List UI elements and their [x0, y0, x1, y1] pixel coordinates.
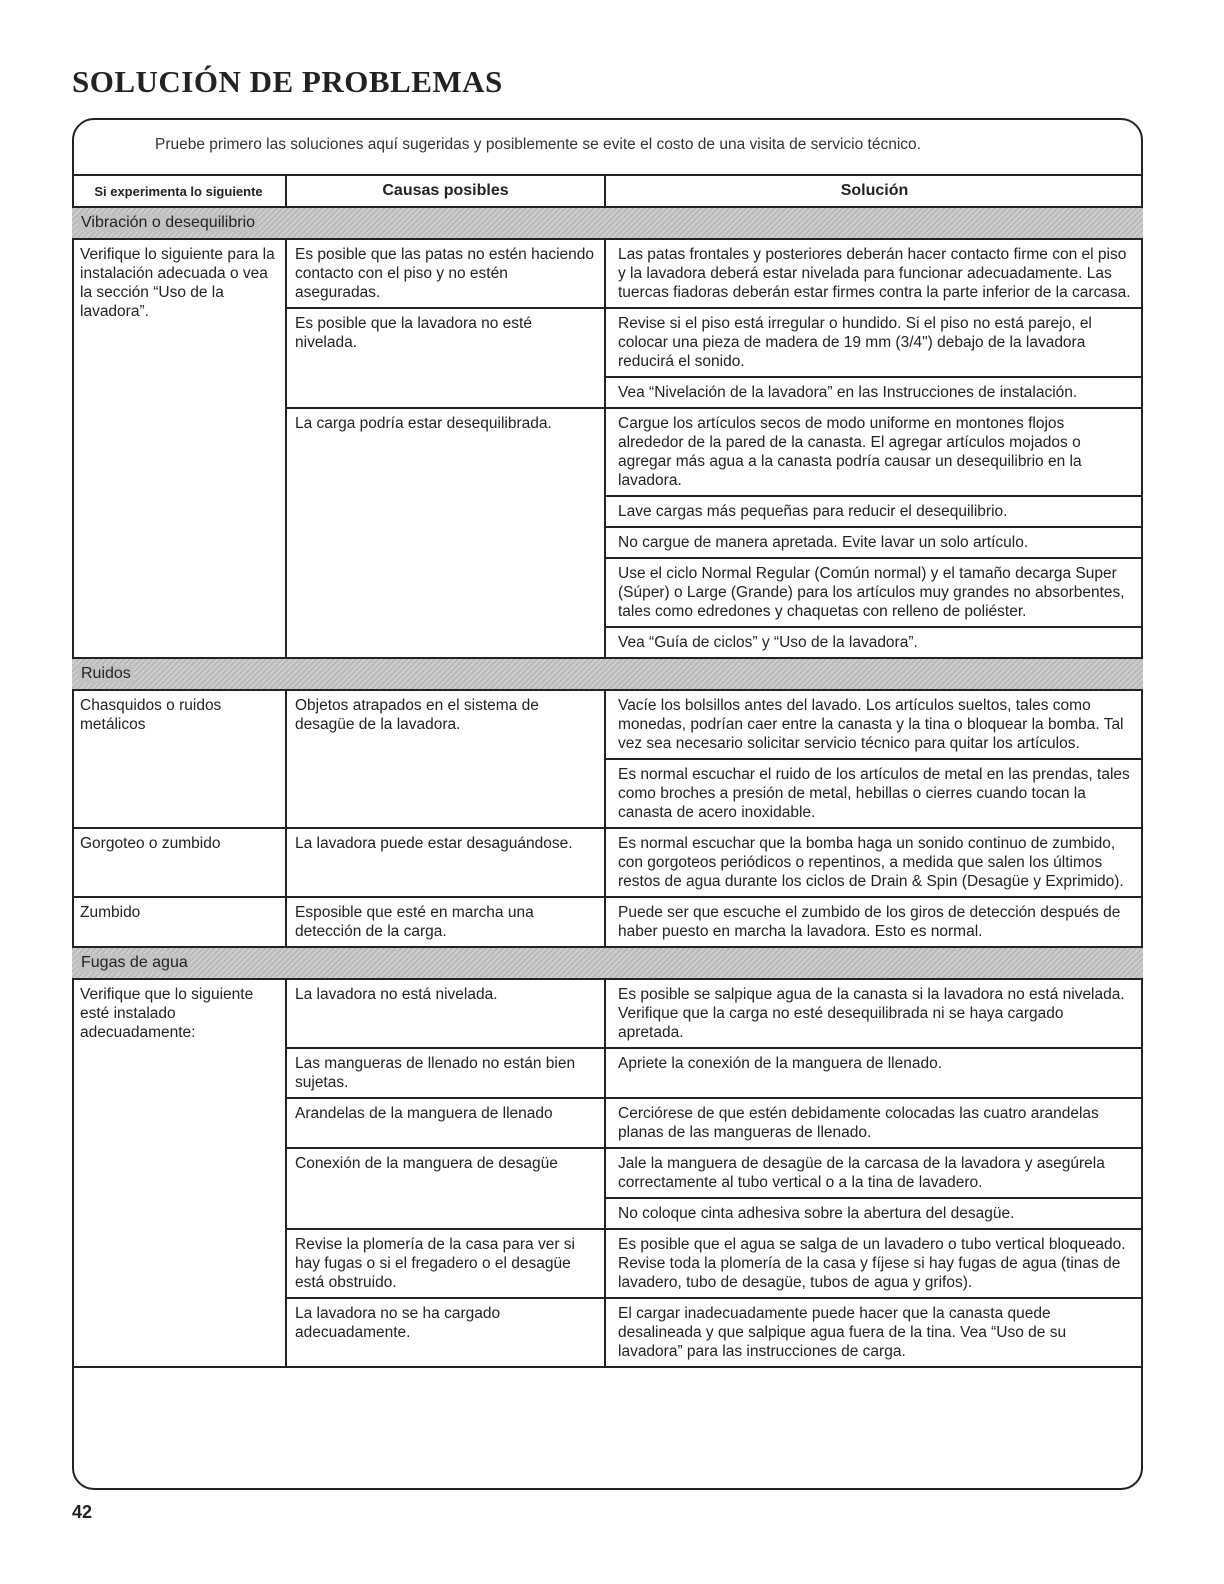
table-header [72, 174, 1143, 208]
problem-cell: Verifique que lo siguiente esté instalado adecuadamente: [72, 980, 287, 1366]
cause-row [287, 1099, 1143, 1149]
cause-row [287, 1049, 1143, 1099]
intro-text: Pruebe primero las soluciones aquí sugeridas y posiblemente se evite el costo de una visita de servicio técnico. [155, 136, 921, 153]
solutions-column [606, 829, 1143, 896]
solution-cell: Cargue los artículos secos de modo uniforme en montones flojos alrededor de la pared de la canasta. El agregar artículos mojados o agregar más agua a la canasta podría causar un desequilibrio en la lavadora. [606, 409, 1143, 497]
cause-row [287, 829, 1143, 896]
page-number: 42 [72, 1502, 93, 1522]
solution-cell: Es posible se salpique agua de la canasta si la lavadora no está nivelada. Verifique que la carga no esté desequilibrada ni se haya cargado apretada. [618, 986, 1125, 1041]
solution-cell: Vacíe los bolsillos antes del lavado. Los artículos sueltos, tales como monedas, podrían caer entre la canasta y la tina o bloquear la bomba. Tal vez sea necesario solicitar servicio técnico para quitar los artículos. [606, 691, 1143, 760]
header-causes: Causas posibles [287, 176, 606, 206]
cause-row [287, 691, 1143, 827]
solution-cell: Use el ciclo Normal Regular (Común normal) y el tamaño decarga Super (Súper) o Large (Grande) para los artículos muy grandes no absorbentes, tales como edredones y chaquetas con relleno de poliéster. [606, 559, 1143, 628]
problem-cell: Verifique lo siguiente para la instalación adecuada o vea la sección “Uso de la lavadora”. [72, 240, 287, 657]
cause-cell: Las mangueras de llenado no están bien sujetas. [287, 1049, 606, 1097]
cause-row [287, 409, 1143, 657]
solutions-column [606, 1149, 1143, 1228]
cause-cell: La lavadora puede estar desaguándose. [287, 829, 606, 896]
problem-cell: Gorgoteo o zumbido [72, 829, 287, 896]
solution-cell: El cargar inadecuadamente puede hacer que la canasta quede desalineada y que salpique agua fuera de la tina. Vea “Uso de su lavadora” para las instrucciones de carga. [618, 1305, 1067, 1360]
solution-cell: Cerciórese de que estén debidamente colocadas las cuatro arandelas planas de las mangueras de llenado. [618, 1105, 1099, 1141]
solution-cell: Apriete la conexión de la manguera de llenado. [618, 1055, 943, 1072]
cause-cell: Objetos atrapados en el sistema de desagüe de la lavadora. [287, 691, 606, 827]
solutions-column [606, 898, 1143, 946]
section-header [72, 659, 1143, 691]
solutions-column [606, 240, 1143, 307]
solution-cell: Las patas frontales y posteriores deberán hacer contacto firme con el piso y la lavadora deberá estar nivelada para funcionar adecuadamente. Las tuercas fiadoras deberán estar firmes contra la parte inferior de la carcasa. [618, 246, 1131, 301]
solution-cell: Es posible que el agua se salga de un lavadero o tubo vertical bloqueado. Revise toda la plomería de la casa y fíjese si hay fugas de agua (tinas de lavadero, tubo de desagüe, tubos de agua y grifos). [618, 1236, 1126, 1291]
cause-row [287, 1230, 1143, 1299]
solution-cell: No cargue de manera apretada. Evite lavar un solo artículo. [606, 528, 1143, 559]
page-title: SOLUCIÓN DE PROBLEMAS [72, 64, 503, 99]
cause-cell: La lavadora no está nivelada. [287, 980, 606, 1047]
cause-row [287, 1149, 1143, 1230]
table-row [72, 898, 1143, 948]
solutions-column [606, 309, 1143, 407]
solution-cell: Vea “Nivelación de la lavadora” en las Instrucciones de instalación. [618, 384, 1078, 401]
solutions-column [606, 1099, 1143, 1147]
solution-cell: Vea “Guía de ciclos” y “Uso de la lavadora”. [618, 634, 918, 651]
section-title: Ruidos [78, 665, 134, 683]
cause-row [287, 240, 1143, 309]
header-problem: Si experimenta lo siguiente [72, 176, 287, 206]
cause-cell: Esposible que esté en marcha una detección de la carga. [287, 898, 606, 946]
solution-cell: Es normal escuchar que la bomba haga un sonido continuo de zumbido, con gorgoteos periódicos o repentinos, a medida que salen los últimos restos de agua durante los ciclos de Drain & Spin (Desagüe y Exprimido). [618, 835, 1124, 890]
header-solution: Solución [840, 182, 909, 199]
causes-column [287, 829, 1143, 896]
table-row [72, 691, 1143, 829]
cause-cell: Conexión de la manguera de desagüe [287, 1149, 606, 1228]
cause-cell: Es posible que las patas no estén haciendo contacto con el piso y no estén aseguradas. [287, 240, 606, 307]
solution-cell: Puede ser que escuche el zumbido de los giros de detección después de haber puesto en marcha la lavadora. Esto es normal. [618, 904, 1121, 940]
solutions-column [606, 409, 1143, 657]
cause-cell: Revise la plomería de la casa para ver si hay fugas o si el fregadero o el desagüe está obstruido. [287, 1230, 606, 1297]
cause-row [287, 980, 1143, 1049]
cause-cell: La lavadora no se ha cargado adecuadamente. [287, 1299, 606, 1366]
causes-column [287, 240, 1143, 657]
solution-cell: Jale la manguera de desagüe de la carcasa de la lavadora y asegúrela correctamente al tubo vertical o a la tina de lavadero. [606, 1149, 1143, 1199]
troubleshooting-table [72, 174, 1143, 1368]
solutions-column [606, 691, 1143, 827]
problem-cell: Chasquidos o ruidos metálicos [72, 691, 287, 827]
solution-cell: No coloque cinta adhesiva sobre la abertura del desagüe. [618, 1205, 1015, 1222]
cause-cell: La carga podría estar desequilibrada. [287, 409, 606, 657]
solutions-column [606, 980, 1143, 1047]
causes-column [287, 980, 1143, 1366]
solutions-column [606, 1049, 1143, 1097]
table-row [72, 980, 1143, 1368]
solution-cell: Revise si el piso está irregular o hundido. Si el piso no está parejo, el colocar una pieza de madera de 19 mm (3/4") debajo de la lavadora reducirá el sonido. [606, 309, 1143, 378]
causes-column [287, 691, 1143, 827]
cause-row [287, 309, 1143, 409]
problem-cell: Zumbido [72, 898, 287, 946]
cause-row [287, 1299, 1143, 1366]
solutions-column [606, 1299, 1143, 1366]
table-row [72, 829, 1143, 898]
section-header [72, 948, 1143, 980]
cause-row [287, 898, 1143, 946]
section-title: Fugas de agua [78, 954, 191, 972]
causes-column [287, 898, 1143, 946]
cause-cell: Es posible que la lavadora no esté nivelada. [287, 309, 606, 407]
solution-cell: Lave cargas más pequeñas para reducir el desequilibrio. [606, 497, 1143, 528]
solutions-column [606, 1230, 1143, 1297]
cause-cell: Arandelas de la manguera de llenado [287, 1099, 606, 1147]
table-row [72, 240, 1143, 659]
solution-cell: Es normal escuchar el ruido de los artículos de metal en las prendas, tales como broches a presión de metal, hebillas o cierres cuando tocan la canasta de acero inoxidable. [618, 766, 1130, 821]
section-title: Vibración o desequilibrio [78, 214, 258, 232]
section-header [72, 208, 1143, 240]
